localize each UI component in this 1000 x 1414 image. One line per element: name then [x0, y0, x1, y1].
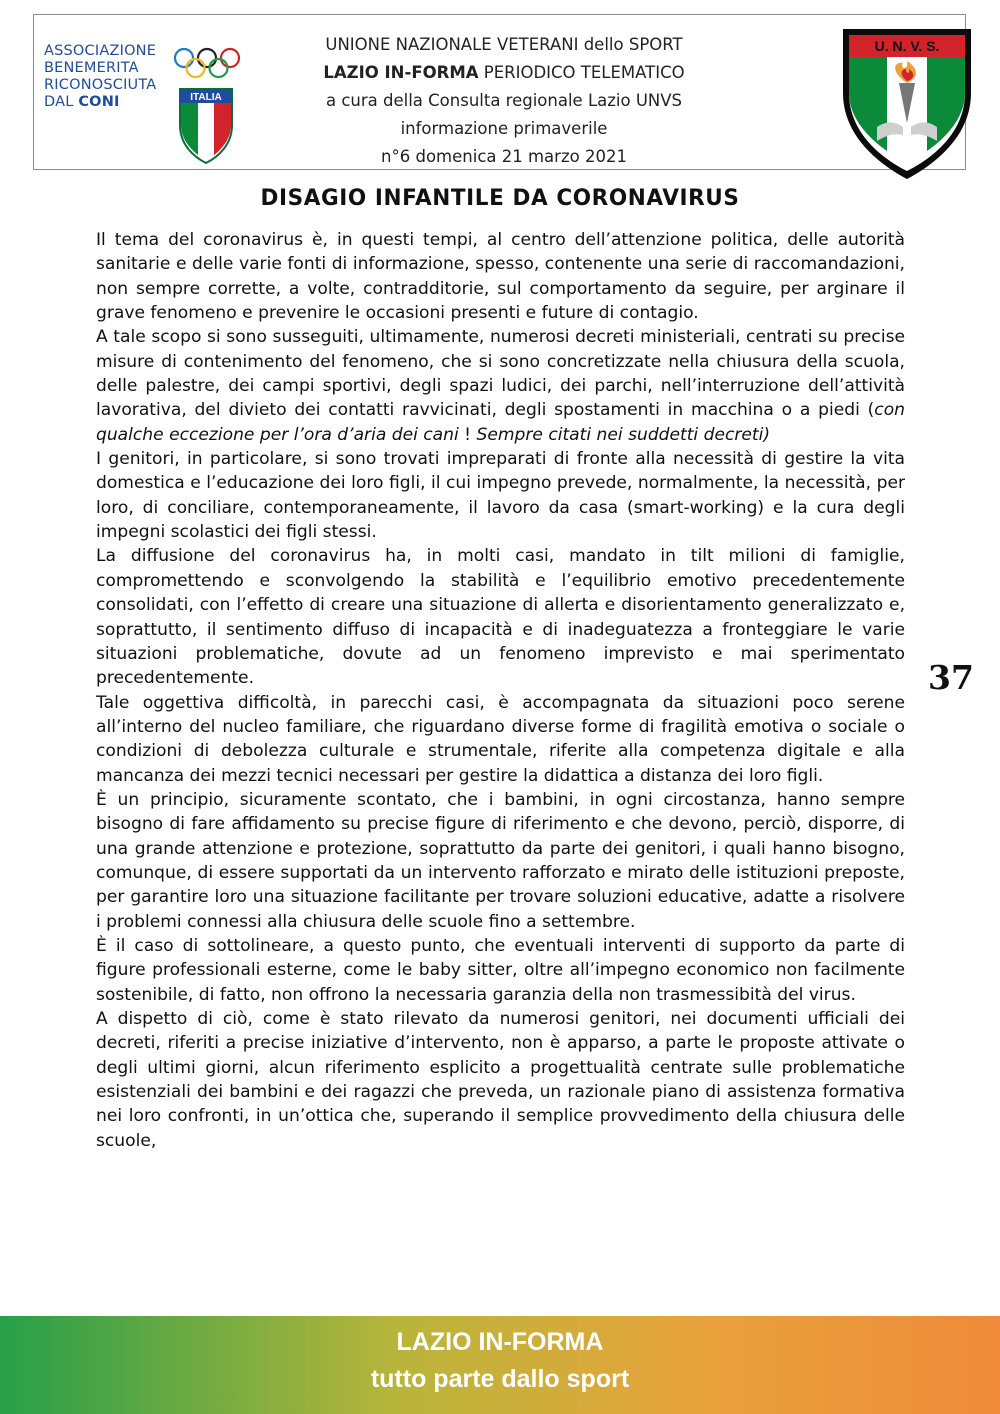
coni-line-4-prefix: DAL [44, 94, 79, 110]
paragraph-2-mid: ! [458, 424, 477, 445]
paragraph-3: I genitori, in particolare, si sono trovati impreparati di fronte alla necessità di gestire la vita domestica e l’educazione dei loro figli, il cui impegno prevede, normalmente, la necessità, per loro, di conciliare, contemporaneamente, il lavoro da casa (smart-working) e la cura degli impegni scolastici dei figli stessi. [96, 449, 905, 543]
footer-banner [0, 1316, 1000, 1414]
paragraph-2-main: A tale scopo si sono susseguiti, ultimamente, numerosi decreti ministeriali, centrati su precise misure di contenimento del fenomeno, che si sono concretizzate nella chiusura della scuola, delle palestre, dei campi sportivi, degli spazi ludici, dei parchi, nell’interruzione dell’attività lavorativa, del divieto dei contatti ravvicinati, degli spostamenti in macchina o a piedi ( [96, 327, 905, 421]
italia-shield-icon [176, 67, 236, 165]
masthead-text [264, 31, 744, 171]
article-title: DISAGIO INFANTILE DA CORONAVIRUS [260, 186, 740, 211]
footer-slogan: tutto parte dallo sport [370, 1365, 630, 1393]
masthead [33, 14, 966, 170]
paragraph-4: La diffusione del coronavirus ha, in molti casi, mandato in tilt milioni di famiglie, compromettendo e sconvolgendo la stabilità e l’equilibrio emotivo precedentemente consolidati, con l’effetto di creare una situazione di allerta e disorientamento generalizzato e, soprattutto, il sentimento diffuso di incapacità e di inadeguatezza a fronteggiare le varie situazioni problematiche, dovute ad un fenomeno imprevisto e mai sperimentato precedentemente. [96, 546, 905, 689]
unvs-shield-text: U. N. V. S. [874, 38, 940, 54]
coni-line-4-bold: CONI [78, 94, 120, 110]
paragraph-5: Tale oggettiva difficoltà, in parecchi casi, è accompagnata da situazioni poco serene all’interno del nucleo familiare, che riguardano diverse forme di fragilità emotiva o sociale o condizioni di debolezza culturale e strumentale, riferite alla competenza digitale e alla mancanza dei mezzi tecnici necessari per gestire la didattica a distanza dei loro figli. [96, 692, 905, 786]
coni-line-1: ASSOCIAZIONE [44, 43, 157, 59]
paragraph-8: A dispetto di ciò, come è stato rilevato da numerosi genitori, nei documenti ufficiali dei decreti, riferiti a precise iniziative d’intervento, non è apparso, a parte le proposte attivate o degli ultimi giorni, alcun riferimento esplicito a progettualità centrate sulle problematiche esistenziali dei bambini e dei ragazzi che preveda, un razionale piano di assistenza formativa nei loro confronti, in un’ottica che, superando il semplice provvedimento della chiusura delle scuole, [96, 1009, 905, 1151]
coni-line-3: RICONOSCIUTA [44, 77, 157, 93]
paragraph-2-italic-2: Sempre citati nei suddetti decreti) [476, 424, 771, 445]
periodical-type: PERIODICO TELEMATICO [478, 63, 685, 82]
coni-association-text [44, 43, 179, 111]
masthead-line-edition: informazione primaverile [400, 119, 608, 138]
coni-line-4 [44, 94, 179, 111]
paragraph-2-italic-1: con qualche eccezione per l’ora d’aria dei cani [96, 400, 905, 445]
periodical-name: LAZIO IN-FORMA [323, 63, 479, 82]
paragraph-7: È il caso di sottolineare, a questo punto, che eventuali interventi di supporto da parte di figure professionali esterne, come le baby sitter, oltre all’impegno economico non facilmente sostenibile, di fatto, non offrono la necessaria garanzia della non trasmessibità del virus. [96, 935, 905, 1005]
paragraph-2 [96, 325, 905, 447]
italia-shield-text: ITALIA [190, 92, 222, 103]
coni-association-logo [44, 37, 259, 162]
unvs-shield-logo [837, 23, 977, 183]
masthead-line-organization: UNIONE NAZIONALE VETERANI dello SPORT [325, 35, 683, 54]
masthead-line-periodical [264, 59, 744, 87]
coni-line-2: BENEMERITA [44, 60, 139, 76]
page-number: 37 [928, 658, 974, 697]
masthead-line-editor: a cura della Consulta regionale Lazio UNVS [325, 91, 683, 110]
paragraph-1: Il tema del coronavirus è, in questi tempi, al centro dell’attenzione politica, delle autorità sanitarie e delle varie fonti di informazione, spesso, contenente una serie di raccomandazioni, non sempre corrette, a volte, contradditorie, sul comportamento da seguire, per arginare il grave fenomeno e prevenire le occasioni presenti e future di contagio. [96, 230, 905, 324]
article-body [96, 228, 905, 1153]
masthead-line-issue-date: n°6 domenica 21 marzo 2021 [381, 147, 627, 166]
footer-title: LAZIO IN-FORMA [396, 1328, 604, 1356]
paragraph-6: È un principio, sicuramente scontato, che i bambini, in ogni circostanza, hanno sempre bisogno di fare affidamento su precise figure di riferimento e che devono, perciò, disporre, di una grande attenzione e protezione, soprattutto da parte dei genitori, i quali hanno bisogno, comunque, di essere supportati da un intervento rafforzato e mirato delle istituzioni preposte, per garantire loro una situazione facilitante per trovare soluzioni educative, adatte a risolvere i problemi connessi alla chiusura delle scuole fino a settembre. [96, 789, 905, 932]
